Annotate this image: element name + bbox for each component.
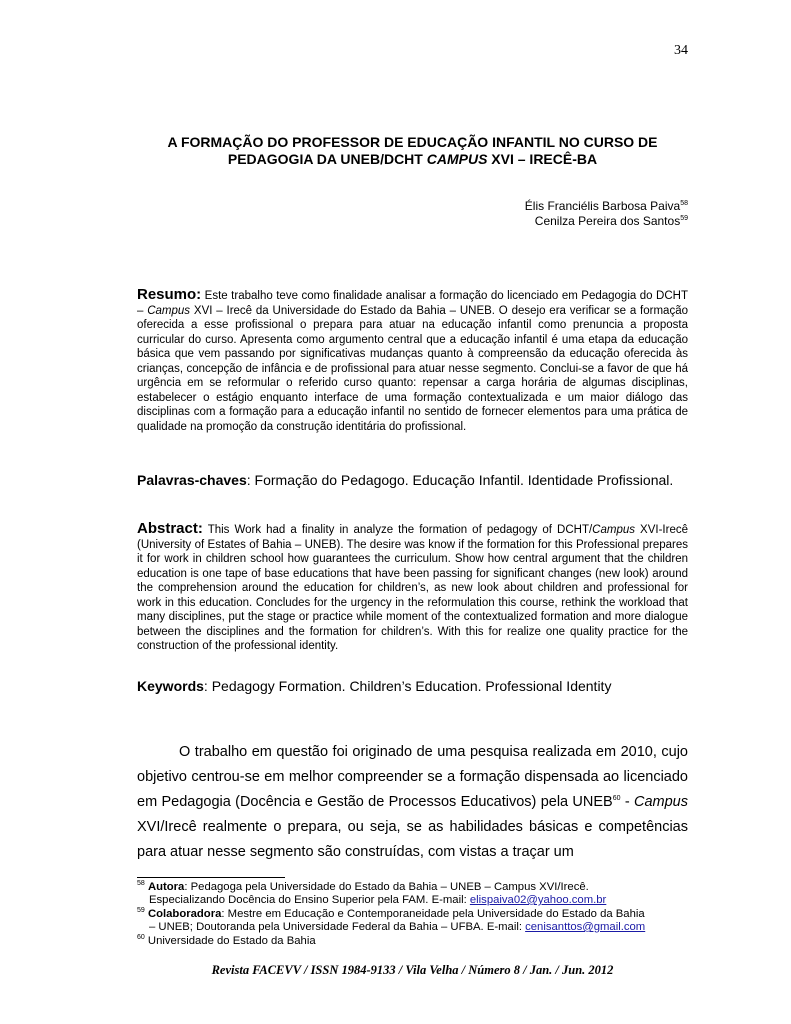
- body-paragraph: [137, 740, 688, 865]
- body-text-cont: XVI/Irecê realmente o prepara, ou seja, se as habilidades básicas e competências para atuar nesse segmento são construídas, com vistas a traçar um: [137, 819, 688, 860]
- footnote-text: : Pedagoga pela Universidade do Estado da Bahia – UNEB – Campus XVI/Irecê.: [184, 881, 589, 893]
- footnote-number: 58: [137, 880, 145, 888]
- footnote-ref[interactable]: 59: [680, 215, 688, 222]
- keywords-text: : Pedagogy Formation. Children’s Education. Professional Identity: [203, 678, 612, 694]
- body-campus: Campus: [634, 794, 688, 810]
- footnote-59: [137, 908, 692, 934]
- body-dash: -: [620, 794, 634, 810]
- footnotes: [137, 881, 692, 949]
- author-2: [380, 214, 688, 229]
- footnote-label: Colaboradora: [147, 908, 222, 920]
- footnote-ref[interactable]: 58: [680, 200, 688, 207]
- title-line-1: A FORMAÇÃO DO PROFESSOR DE EDUCAÇÃO INFANTIL NO CURSO DE: [167, 134, 658, 150]
- footnote-60: [137, 935, 692, 948]
- footnote-ref[interactable]: 60: [612, 795, 621, 803]
- footnote-58: [137, 881, 692, 907]
- footnote-text-cont: – UNEB; Doutoranda pela Universidade Federal da Bahia – UFBA. E-mail:: [149, 921, 526, 933]
- author-name: Cenilza Pereira dos Santos: [534, 214, 681, 228]
- paper-title: [137, 134, 688, 168]
- resumo-text: Este trabalho teve como finalidade analisar a formação do licenciado em Pedagogia do DCHT –: [137, 290, 688, 317]
- keywords: [137, 678, 688, 695]
- footnote-label: Autora: [147, 881, 185, 893]
- resumo: [137, 288, 688, 434]
- abstract-text: This Work had a finality in analyze the formation of pedagogy of DCHT/: [202, 524, 593, 536]
- footnote-text-cont: Especializando Docência do Ensino Superior pela FAM. E-mail:: [149, 894, 470, 906]
- author-list: [380, 199, 688, 229]
- resumo-text-cont: XVI – Irecê da Universidade do Estado da Bahia – UNEB. O desejo era verificar se a formação oferecida a esse profissional o prepara para atuar na educação infantil como prenuncia a proposta curricular do curso. Apresenta como argumento central que a educação infantil é uma etapa da educação básica que vem passando por significativas mudanças quanto à compreensão da educação oferecida às crianças, concepção de infância e de profissional para atuar nesse segmento. Conclui-se a favor de que há urgência em se reformular o referido curso quanto: repensar a carga horária de algumas disciplinas, estabelecer o estágio enquanto interface de uma formação contextualizada e um maior diálogo das disciplinas com a formação para a educação infantil no sentido de fornecer elementos para uma prática de qualidade na promoção da construção identitária do profissional.: [137, 304, 688, 433]
- author-1: [380, 199, 688, 214]
- keywords-label: Keywords: [137, 678, 204, 694]
- resumo-campus: Campus: [147, 304, 191, 317]
- palavras-label: Palavras-chaves: [137, 472, 247, 488]
- abstract-campus: Campus: [592, 524, 635, 536]
- email-link[interactable]: cenisanttos@gmail.com: [525, 921, 646, 933]
- footnote-text: : Mestre em Educação e Contemporaneidade pela Universidade do Estado da Bahia: [221, 908, 645, 920]
- footnote-divider: [137, 877, 285, 878]
- abstract-text-cont: XVI-Irecê (University of Estates of Bahia – UNEB). The desire was know if the formation for this Professional prepares it for work in children school how guarantees the curriculum. Show how central argument that the children education is one tape of base educations that have been passing for significant changes (new look) around the comprehension around the education for children’s, as new look about children and professional for work in this education. Concludes for the urgency in the reformulation this course, rethink the workload that many disciplines, put the stage or practice while moment of the contextualized formation and more dialogue between the disciplines and the formation for children’s. With this for realize one quality practice for the construction of the professional identity.: [137, 524, 688, 652]
- resumo-label: Resumo:: [137, 286, 202, 303]
- palavras-chaves: [137, 472, 688, 489]
- footnote-number: 60: [137, 934, 145, 942]
- abstract-label: Abstract:: [137, 520, 203, 537]
- abstract: [137, 522, 688, 654]
- journal-footer: Revista FACEVV / ISSN 1984-9133 / Vila Velha / Número 8 / Jan. / Jun. 2012: [211, 963, 614, 977]
- title-text: PEDAGOGIA DA UNEB/DCHT: [227, 151, 427, 167]
- page-number: 34: [674, 43, 688, 58]
- email-link[interactable]: elispaiva02@yahoo.com.br: [469, 894, 607, 906]
- footnote-number: 59: [137, 907, 145, 915]
- footnote-text: Universidade do Estado da Bahia: [144, 935, 316, 947]
- body-text: O trabalho em questão foi originado de uma pesquisa realizada em 2010, cujo objetivo centrou-se em melhor compreender se a formação dispensada ao licenciado em Pedagogia (Docência e Gestão de Processos Educativos) pela UNEB: [137, 744, 688, 810]
- title-text-end: XVI – IRECÊ-BA: [487, 151, 598, 167]
- palavras-text: : Formação do Pedagogo. Educação Infantil. Identidade Profissional.: [246, 472, 674, 488]
- title-campus: CAMPUS: [426, 151, 488, 167]
- author-name: Élis Franciélis Barbosa Paiva: [524, 199, 681, 213]
- title-line-2: [137, 151, 688, 168]
